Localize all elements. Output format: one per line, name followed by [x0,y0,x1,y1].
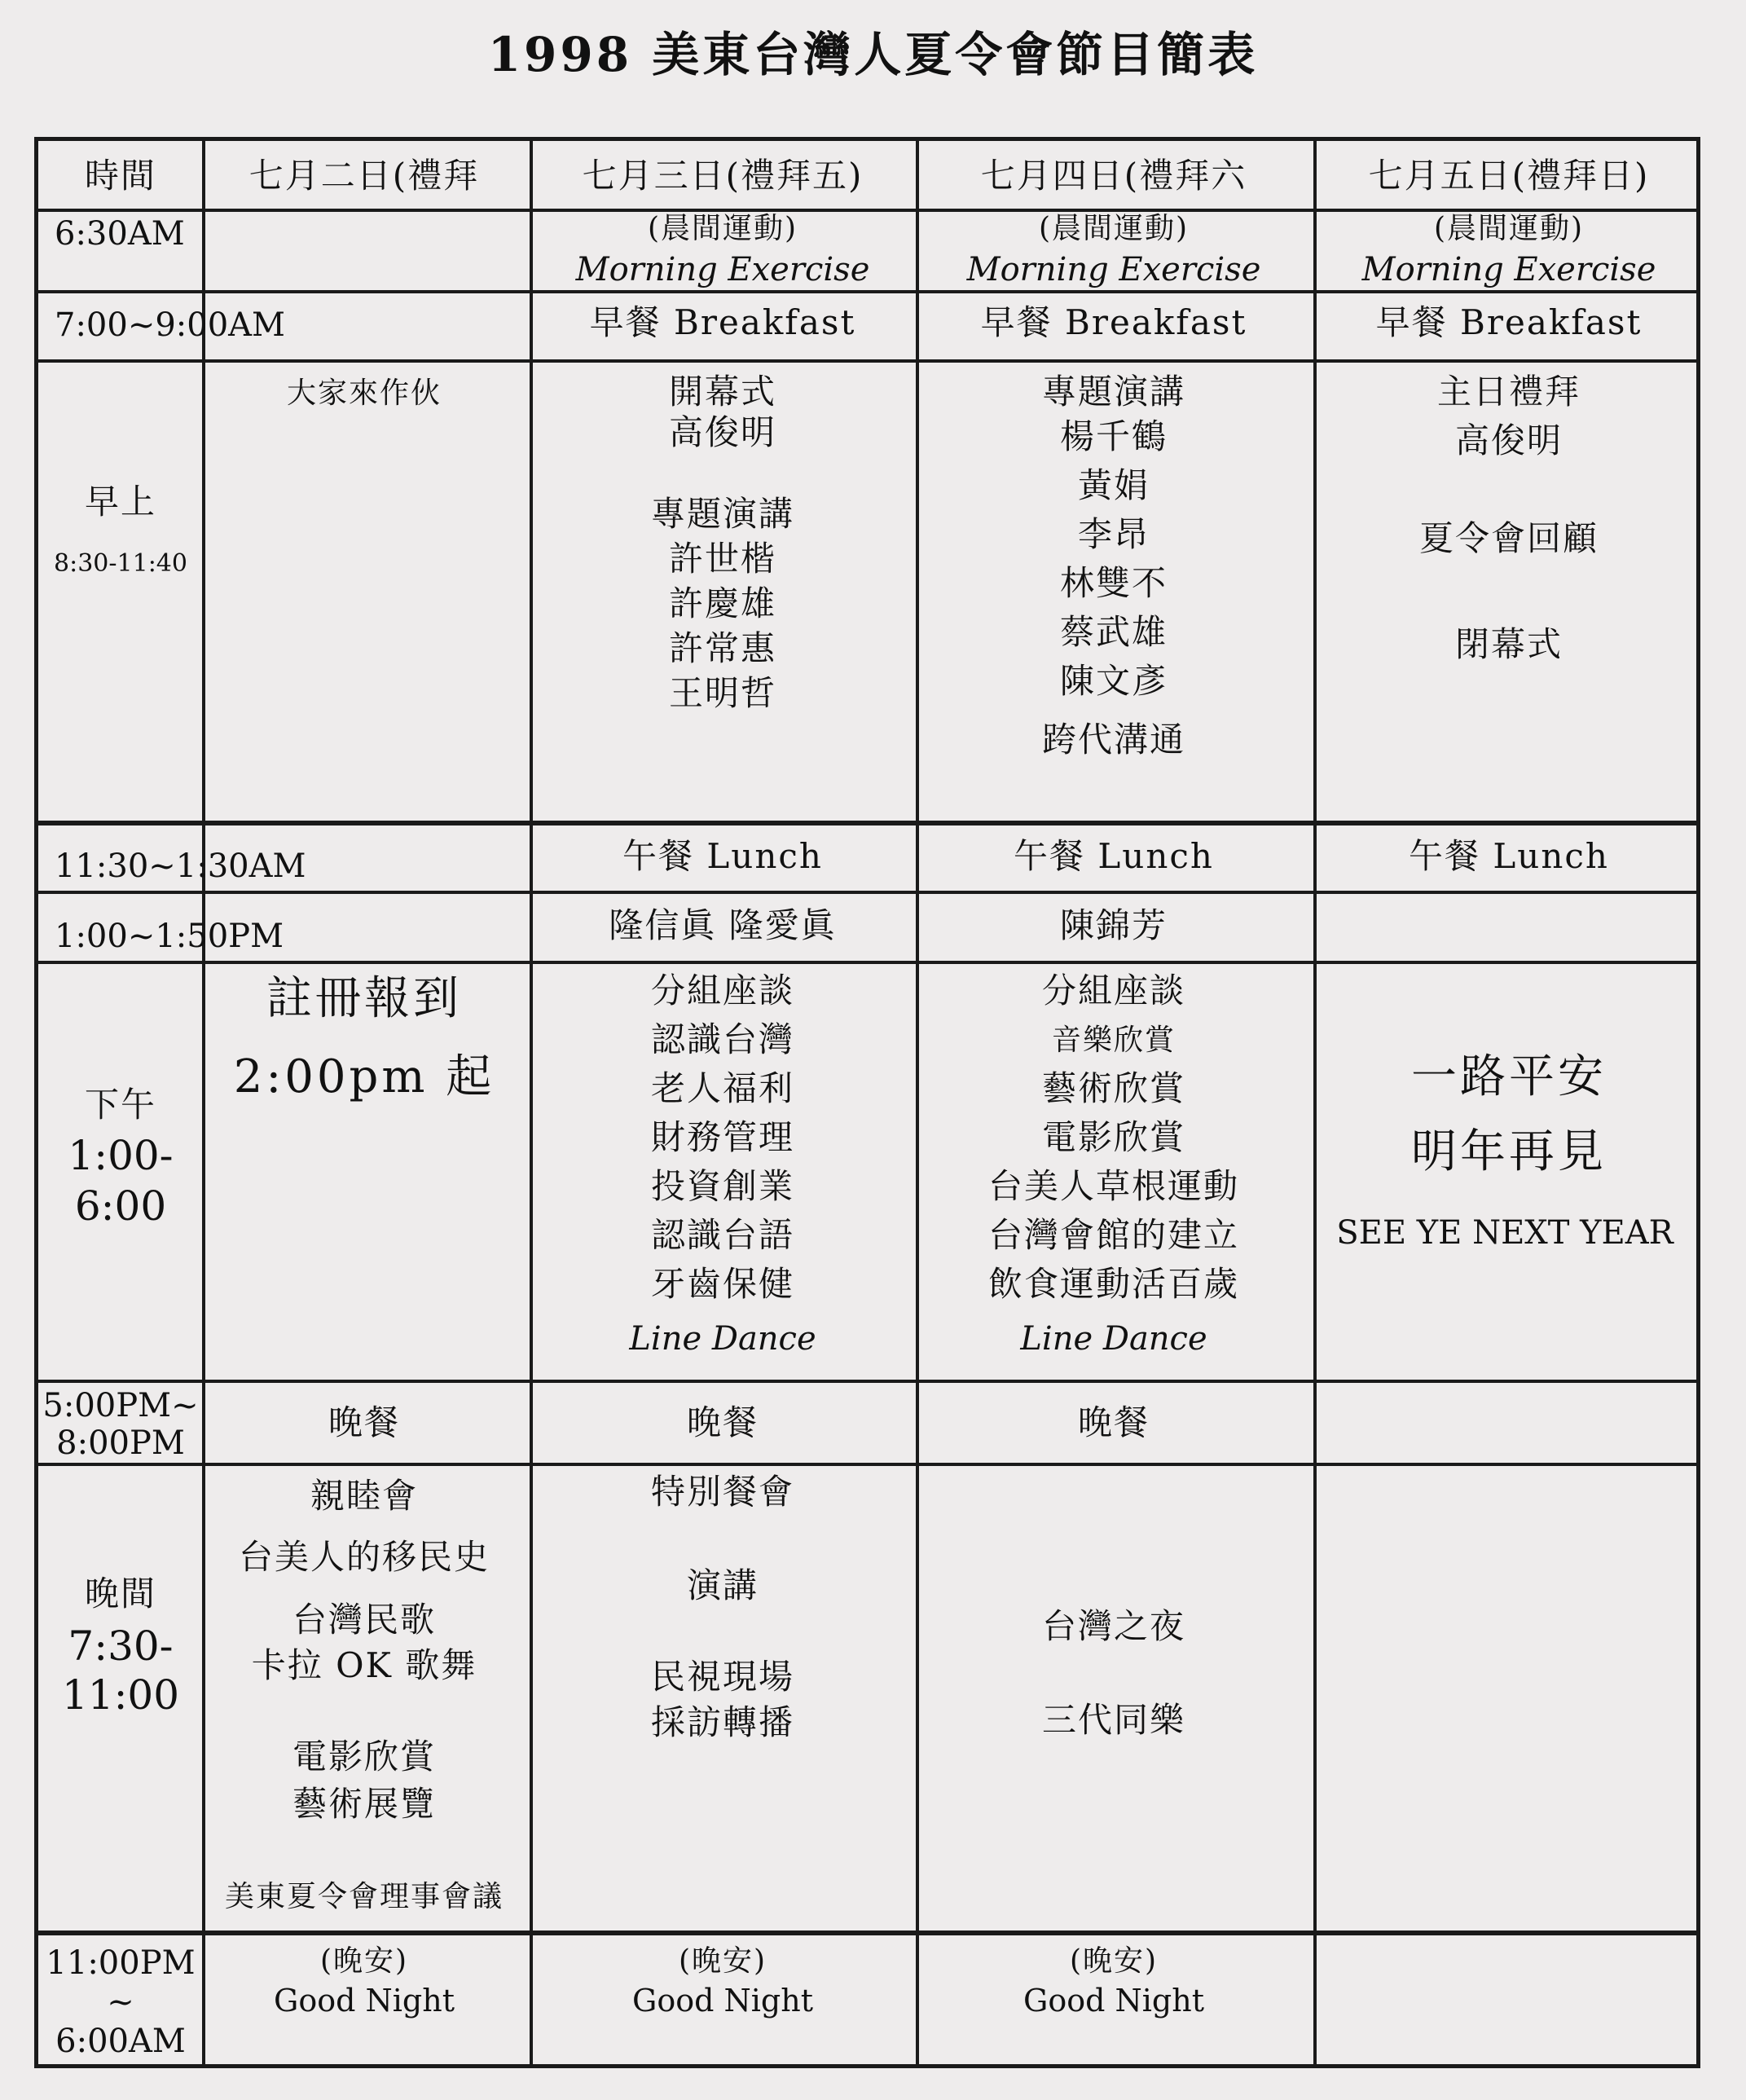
afternoon-range: 1:00- [68,1132,174,1179]
jul4-afternoon-item: 台灣會館的建立 [987,1215,1240,1255]
lunch: 午餐 Lunch [622,836,823,876]
time-night: 11:00PM [46,1944,196,1982]
jul5-see-you: 明年再見 [1411,1125,1607,1178]
jul4-morning-item: 蔡武雄 [1059,612,1168,652]
jul3-after1: 隆信眞 隆愛眞 [609,905,837,945]
jul4-morning-item: 李昂 [1077,514,1150,554]
jul2-evening-item: 藝術展覽 [292,1784,437,1824]
jul2-evening-item: 親睦會 [310,1476,419,1516]
row-divider [38,1931,1696,1935]
header-jul2: 七月二日(禮拜 [248,156,480,196]
time-dinner: 8:00PM [56,1424,185,1462]
jul2-dinner: 晚餐 [328,1402,401,1442]
jul2-registration: 註冊報到 [266,972,462,1025]
jul3-afternoon-item: 分組座談 [650,971,795,1010]
jul3-afternoon-item: 老人福利 [650,1068,795,1108]
jul3-afternoon-item: 投資創業 [650,1166,795,1206]
exercise-en: Morning Exercise [575,251,870,288]
column-divider [202,141,205,2064]
morning-range: 8:30-11:40 [54,549,187,578]
jul4-afternoon-item: 台美人草根運動 [987,1166,1240,1206]
header-jul3: 七月三日(禮拜五) [582,156,864,196]
jul4-morning-item: 專題演講 [1041,372,1186,412]
jul3-afternoon-item: 認識台語 [650,1215,795,1255]
row-divider [38,1380,1696,1383]
evening-range: 7:30- [68,1622,174,1670]
jul3-morning-item: 高俊明 [668,412,777,452]
jul3-afternoon-item: 牙齒保健 [650,1264,795,1304]
jul2-registration-time: 2:00pm 起 [233,1050,495,1103]
jul5-morning-item: 高俊明 [1454,420,1563,460]
jul3-morning-item: 專題演講 [650,494,795,534]
jul3-morning-item: 許世楷 [668,539,777,579]
header-jul4: 七月四日(禮拜六 [980,156,1247,196]
exercise-zh: (晨間運動) [1038,212,1190,245]
jul4-morning-item: 林雙不 [1059,563,1168,603]
schedule-table [34,137,1700,2068]
row-divider [38,290,1696,293]
goodnight-zh: (晚安) [678,1944,767,1978]
time-lunch: 11:30~1:30AM [55,847,306,885]
time-morning-exercise: 6:30AM [55,215,185,253]
jul4-morning-item: 跨代溝通 [1041,720,1186,759]
row-divider [38,359,1696,363]
breakfast: 早餐 Breakfast [589,302,856,342]
jul4-afternoon-item: 電影欣賞 [1041,1117,1186,1157]
jul2-evening-item: 電影欣賞 [292,1737,437,1776]
jul3-morning-item: 許常惠 [668,628,777,668]
evening-label: 晚間 [84,1574,157,1614]
goodnight-zh: (晚安) [1069,1944,1159,1978]
afternoon-label: 下午 [84,1085,157,1125]
jul3-line-dance: Line Dance [629,1320,816,1358]
goodnight-zh: (晚安) [319,1944,409,1978]
jul4-afternoon-item: 分組座談 [1041,971,1186,1010]
lunch: 午餐 Lunch [1409,836,1609,876]
jul3-afternoon-item: 認識台灣 [650,1019,795,1059]
row-divider [38,961,1696,964]
jul3-morning-item: 開幕式 [668,372,777,412]
jul2-evening-item: 台美人的移民史 [238,1537,490,1577]
afternoon-range: 6:00 [74,1182,167,1230]
time-dinner: 5:00PM~ [42,1387,199,1424]
jul5-morning-item: 主日禮拜 [1436,372,1581,412]
jul4-morning-item: 陳文彥 [1059,661,1168,701]
jul2-evening-item: 台灣民歌 [292,1600,437,1640]
jul4-dinner: 晚餐 [1077,1402,1150,1442]
jul5-farewell: 一路平安 [1411,1050,1607,1103]
jul4-morning-item: 黃娟 [1077,465,1150,505]
jul3-evening-item: 採訪轉播 [650,1702,795,1742]
time-night: ~ [107,1983,134,2021]
lunch: 午餐 Lunch [1014,836,1214,876]
time-night: 6:00AM [55,2023,186,2060]
jul4-afternoon-item: 音樂欣賞 [1051,1024,1176,1057]
header-time: 時間 [84,156,157,196]
header-jul5: 七月五日(禮拜日) [1368,156,1650,196]
column-divider [1313,141,1317,2064]
goodnight-en: Good Night [1023,1983,1204,2019]
jul2-board-meeting: 美東夏令會理事會議 [224,1880,504,1913]
jul3-morning-item: 王明哲 [668,673,777,713]
goodnight-en: Good Night [274,1983,455,2019]
jul3-afternoon-item: 財務管理 [650,1117,795,1157]
column-divider [530,141,533,2064]
jul4-line-dance: Line Dance [1020,1320,1207,1358]
page-title: 1998 美東台灣人夏令會節目簡表 [487,27,1259,82]
row-divider [38,891,1696,894]
jul3-dinner: 晚餐 [686,1402,759,1442]
jul4-afternoon-item: 藝術欣賞 [1041,1068,1186,1108]
jul2-evening-item: 卡拉 OK 歌舞 [251,1645,477,1685]
jul2-morning: 大家來作伙 [286,376,442,410]
time-after1: 1:00~1:50PM [55,918,284,955]
exercise-en: Morning Exercise [1361,251,1656,288]
jul4-after1: 陳錦芳 [1059,905,1168,945]
jul4-evening-item: 三代同樂 [1041,1700,1186,1740]
jul3-evening-item: 特別餐會 [650,1472,795,1512]
breakfast: 早餐 Breakfast [1375,302,1643,342]
row-divider [38,821,1696,825]
jul4-afternoon-item: 飲食運動活百歲 [987,1264,1240,1304]
exercise-zh: (晨間運動) [1433,212,1585,245]
exercise-en: Morning Exercise [966,251,1261,288]
exercise-zh: (晨間運動) [647,212,798,245]
jul3-evening-item: 民視現場 [650,1657,795,1697]
morning-label: 早上 [84,482,157,522]
row-divider [38,1463,1696,1466]
jul3-evening-item: 演講 [686,1565,759,1605]
jul5-morning-item: 夏令會回顧 [1418,518,1599,558]
time-breakfast: 7:00~9:00AM [55,306,286,344]
jul5-morning-item: 閉幕式 [1454,624,1563,664]
goodnight-en: Good Night [632,1983,813,2019]
breakfast: 早餐 Breakfast [980,302,1247,342]
evening-range: 11:00 [61,1671,180,1719]
column-divider [916,141,919,2064]
jul3-morning-item: 許慶雄 [668,583,777,623]
jul4-evening-item: 台灣之夜 [1041,1606,1186,1646]
jul5-see-ye-next-year: SEE YE NEXT YEAR [1336,1214,1673,1252]
jul4-morning-item: 楊千鶴 [1059,416,1168,456]
